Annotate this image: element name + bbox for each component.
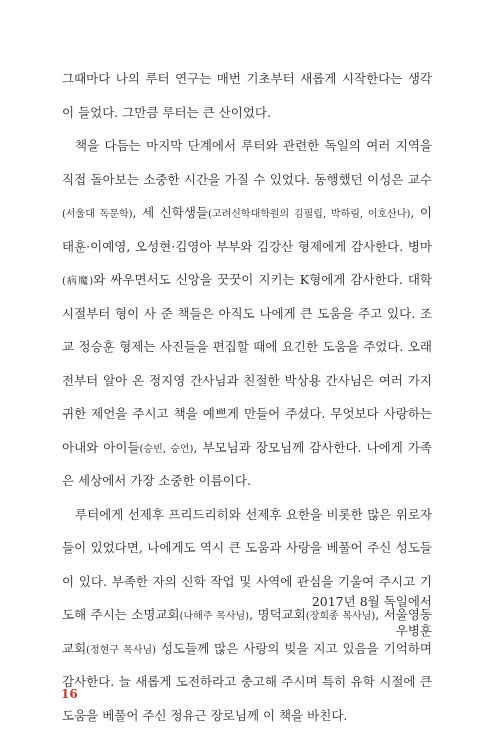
text-line: 은 세상에서 가장 소중한 이름이다.: [62, 473, 251, 488]
text-line: 귀한 제언을 주시고 책을 예쁘게 만들어 주셨다. 무엇보다 사랑하는: [62, 406, 432, 421]
text-segment: , 서울영동: [375, 607, 432, 622]
text-line: [62, 431, 432, 465]
text-line: 책을 다듬는 마지막 단계에서 루터와 관련한 독일의 여러 지역을: [75, 138, 432, 153]
signature-author: 우병훈: [395, 623, 432, 638]
text-line: 감사한다. 늘 새롭게 도전하라고 충고해 주시며 특히 유학 시절에 큰: [62, 674, 432, 689]
text-line: 들이 있었다면, 나에게도 역시 큰 도움과 사랑을 베풀어 주신 성도들: [62, 540, 432, 555]
signature-date-place: 2017년 8월 독일에서: [311, 594, 432, 609]
text-segment: , 이: [410, 205, 432, 220]
text-line: 도움을 베풀어 주신 정유근 장로님께 이 책을 바친다.: [62, 707, 348, 723]
text-line: 시절부터 형이 사 준 책들은 아직도 나에게 큰 도움을 주고 있다. 조: [62, 305, 432, 321]
text-segment: , 부모님과 장모님께 감사한다. 나에게 가족: [193, 439, 432, 455]
parenthetical-note: (서울대 독문학): [62, 209, 133, 220]
parenthetical-note: (장희종 목사님): [305, 611, 376, 622]
text-segment: , 명덕교회: [249, 607, 306, 622]
text-line: 그때마다 나의 루터 연구는 매번 기초부터 새롭게 시작한다는 생각: [62, 71, 432, 86]
text-line: 이 있다. 부족한 자의 신학 작업 및 사역에 관심을 기울여 주시고 기: [62, 573, 432, 589]
parenthetical-note: (정현구 목사님): [86, 644, 157, 656]
text-segment: 성도들께 많은 사랑의 빚을 지고 있음을 기억하며: [156, 640, 432, 656]
parenthetical-note: (나해주 목사님): [179, 611, 250, 622]
text-segment: 아내와 아이들: [62, 439, 140, 455]
text-segment: 교회: [62, 640, 87, 656]
text-line: [62, 263, 432, 297]
parenthetical-note: (승빈, 승언): [139, 443, 194, 455]
text-line: 이 들었다. 그만큼 루터는 큰 산이었다.: [62, 104, 271, 120]
parenthetical-note: (고려신학대학원의 김필립, 박하림, 이호산나): [208, 209, 411, 220]
text-line: 전부터 알아 온 정지영 간사님과 친절한 박상용 간사님은 여러 가지: [62, 372, 432, 388]
parenthetical-note: (病魔): [62, 276, 94, 287]
page-number: 16: [61, 687, 78, 701]
text-segment: , 세 신학생들: [132, 205, 209, 220]
text-line: 직접 돌아보는 소중한 시간을 가질 수 있었다. 동행했던 이성은 교수: [62, 171, 432, 187]
text-line: [62, 632, 432, 666]
text-line: 태훈·이예영, 오성현·김영아 부부와 김강산 형제에게 감사한다. 병마: [62, 238, 432, 254]
body-text: [62, 62, 432, 732]
text-segment: 와 싸우면서도 신앙을 꿋꿋이 지키는 K형에게 감사한다. 대학: [93, 272, 432, 287]
text-segment: 도해 주시는 소명교회: [62, 607, 180, 622]
text-line: 루터에게 선제후 프리드리히와 선제후 요한을 비롯한 많은 위로자: [75, 506, 432, 522]
text-line: [62, 196, 432, 230]
text-line: 교 정승훈 형제는 사진들을 편집할 때에 요긴한 도움을 주었다. 오래: [62, 339, 432, 354]
